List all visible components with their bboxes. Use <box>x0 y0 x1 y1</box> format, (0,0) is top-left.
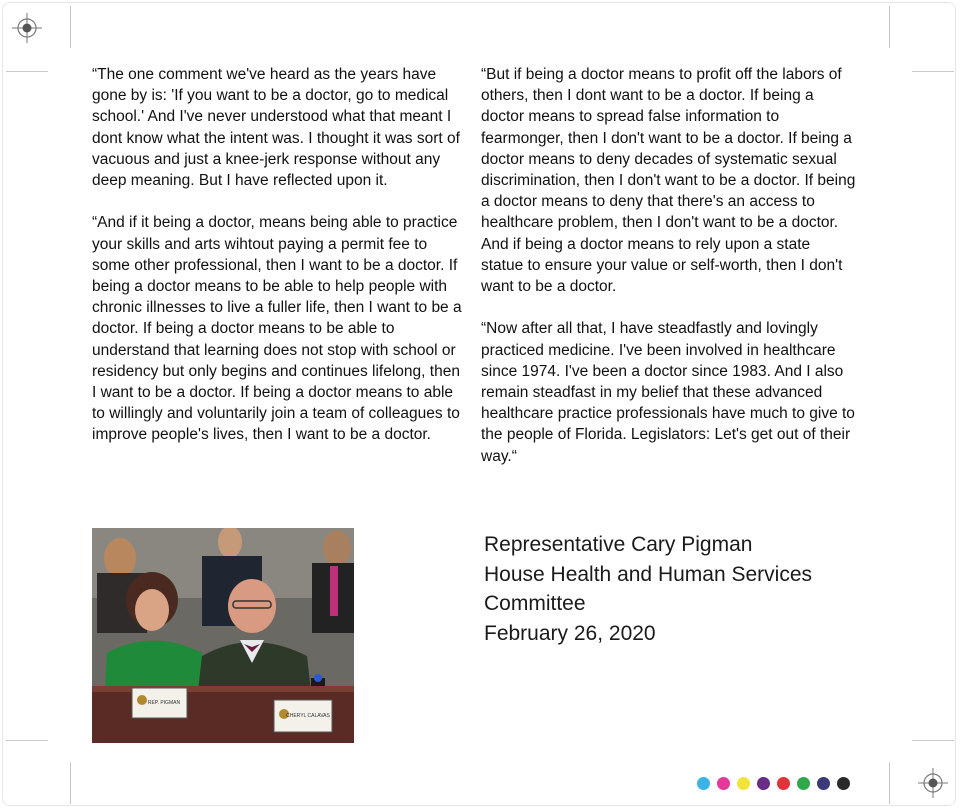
crop-mark-top-right <box>889 6 890 48</box>
attribution-committee-cont: Committee <box>484 592 586 615</box>
attribution <box>484 530 812 648</box>
crop-mark-right-bottom <box>912 740 954 741</box>
crop-mark-left-top <box>6 71 48 72</box>
quote-column-left <box>92 64 464 467</box>
color-calibration-bar <box>697 777 850 790</box>
nameplate-right: CHERYL CALAVAS <box>286 713 330 719</box>
color-dot <box>837 777 850 790</box>
crop-mark-bottom-right <box>889 762 890 804</box>
quote-paragraph: “But if being a doctor means to profit off the labors of others, then I dont want to be a doctor. If being a doctor means to spread false information to fearmonger, then I don't want to be a doctor. If being a doctor means to deny decades of systematic sexual discrimination, then I don't want to be a doctor. If being a doctor means to deny that there's an access to healthcare problem, then I don't want to be a doctor. And if being a doctor means to rely upon a state statue to ensure your value or self-worth, then I don't want to be a doctor. <box>481 66 856 296</box>
crop-mark-bottom-left <box>70 762 71 804</box>
registration-target-icon <box>918 768 948 798</box>
attribution-committee: House Health and Human Services <box>484 562 813 586</box>
attribution-date: February 26, 2020 <box>484 621 656 645</box>
quote-column-right <box>481 64 856 488</box>
quote-paragraph: “The one comment we've heard as the years have gone by is: 'If you want to be a doctor, go to medical school.' And I've never understood what that meant I dont know what the intent was. I thought it was sort of vacuous and just a knee-jerk response without any deep meaning. But I have reflected upon it. <box>92 66 460 190</box>
quote-paragraph: “Now after all that, I have steadfastly and lovingly practiced medicine. I've been involved in healthcare since 1974. I've been a doctor since 1983. And I also remain steadfast in my belief that these advanced healthcare practice professionals have much to give to the people of Florida. Legislators: Let's get out of their way.“ <box>481 320 855 465</box>
color-dot <box>737 777 750 790</box>
color-dot <box>717 777 730 790</box>
quote-paragraph: “And if it being a doctor, means being able to practice your skills and arts wihtout paying a permit fee to some other professional, then I want to be a doctor. If being a doctor means to be able to help people with chronic illnesses to live a fuller life, then I want to be a doctor. If being a doctor means to be able to understand that learning does not stop with school or residency but only begins and continues lifelong, then I want to be a doctor. If being a doctor means to able to willingly and voluntarily join a team of colleagues to improve people's lives, then I want to be a doctor. <box>92 214 462 444</box>
attribution-name: Representative Cary Pigman <box>484 533 753 556</box>
hearing-photo <box>92 528 354 743</box>
color-dot <box>817 777 830 790</box>
nameplate-left: REP. PIGMAN <box>147 700 181 706</box>
crop-mark-top-left <box>70 6 71 48</box>
color-dot <box>697 777 710 790</box>
registration-target-icon <box>12 13 42 43</box>
color-dot <box>777 777 790 790</box>
color-dot <box>757 777 770 790</box>
crop-mark-right-top <box>912 71 954 72</box>
color-dot <box>797 777 810 790</box>
crop-mark-left-bottom <box>6 740 48 741</box>
hearing-photo-illustration <box>92 528 354 743</box>
